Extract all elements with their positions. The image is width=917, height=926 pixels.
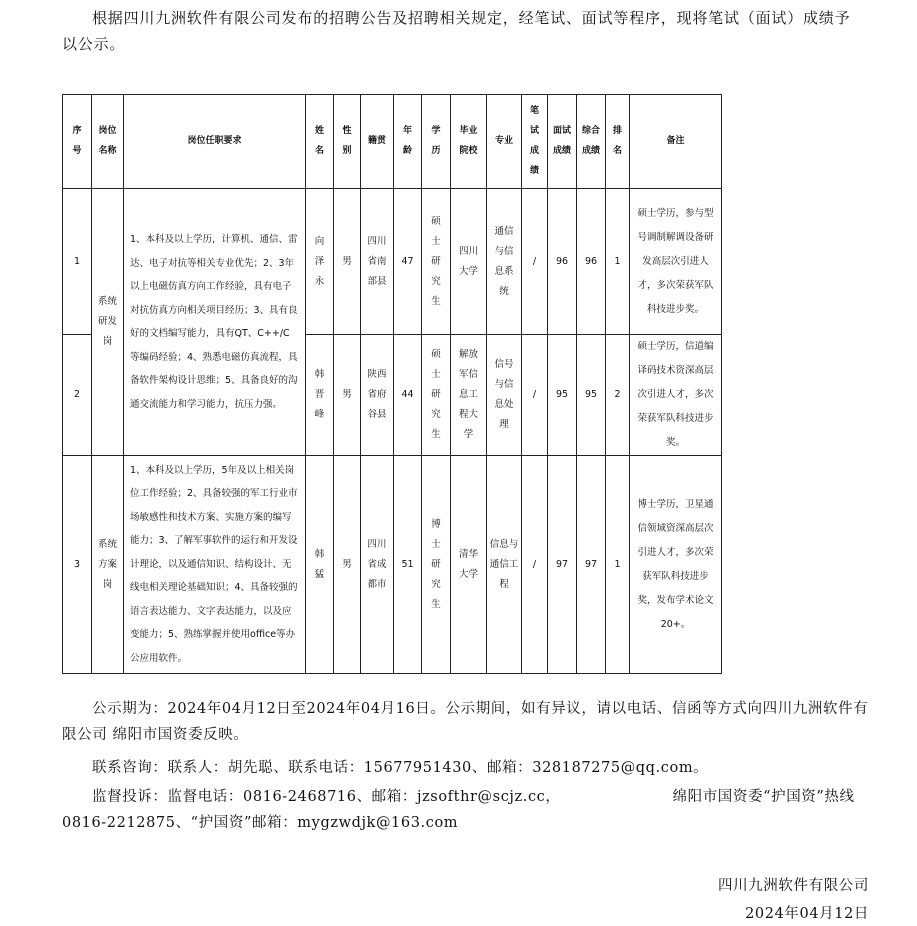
header-rank: 排名 [606,95,630,189]
cell-interview: 97 [548,456,577,674]
header-interview: 面试成绩 [548,95,577,189]
cell-name: 韩猛 [306,456,334,674]
header-remark: 备注 [630,95,722,189]
signature-date: 2024年04月12日 [745,906,869,922]
cell-major: 信号与信息处理 [487,335,522,456]
supervision-part1: 监督投诉：监督电话：0816-2468716、邮箱：jzsofthr@scjz.cc， [92,789,561,805]
header-origin: 籍贯 [361,95,394,189]
supervision-paragraph [62,784,872,836]
header-education: 学历 [422,95,451,189]
header-written: 笔试成绩 [522,95,548,189]
cell-interview: 96 [548,189,577,335]
results-table [62,94,722,674]
cell-education: 博士研究生 [422,456,451,674]
cell-school: 解放军信息工程大学 [451,335,487,456]
cell-age: 44 [394,335,422,456]
cell-rank: 1 [606,189,630,335]
header-school: 毕业院校 [451,95,487,189]
cell-age: 51 [394,456,422,674]
supervision-part2: 绵阳市国资委“护国资”热线0816-2212875、“护国资”邮箱：mygzwdjk@163.com [62,789,855,831]
cell-age: 47 [394,189,422,335]
cell-position: 系统研发岗 [92,189,124,456]
table-row [63,456,722,674]
cell-no: 2 [63,335,92,456]
cell-duties: 1、本科及以上学历，计算机、通信、雷达、电子对抗等相关专业优先；2、3年以上电磁仿真方向工作经验，具有电子对抗仿真方向相关项目经历；3、具有良好的文档编写能力，具有QT、C++/C等编码经验；4、熟悉电磁仿真流程，具备软件架构设计思维；5、具备良好的沟通交流能力和学习能力，抗压力强。 [124,189,306,456]
cell-written: / [522,335,548,456]
header-major: 专业 [487,95,522,189]
cell-rank: 2 [606,335,630,456]
cell-total: 97 [577,456,606,674]
cell-rank: 1 [606,456,630,674]
cell-education: 硕士研究生 [422,335,451,456]
contact-paragraph: 联系咨询：联系人：胡先聪、联系电话：15677951430、邮箱：328187275@qq.com。 [92,760,709,776]
cell-remark: 硕士学历，参与型号调制解调设备研发高层次引进人才，多次荣获军队科技进步奖。 [630,189,722,335]
notice-period-paragraph: 公示期为：2024年04月12日至2024年04月16日。公示期间，如有异议，请以电话、信函等方式向四川九洲软件有限公司 绵阳市国资委反映。 [62,701,869,743]
cell-gender: 男 [334,189,361,335]
cell-gender: 男 [334,456,361,674]
header-duties: 岗位任职要求 [124,95,306,189]
header-total: 综合成绩 [577,95,606,189]
cell-no: 3 [63,456,92,674]
table-header-row [63,95,722,189]
cell-total: 95 [577,335,606,456]
signature-company: 四川九洲软件有限公司 [718,878,869,894]
cell-origin: 四川省成都市 [361,456,394,674]
cell-duties: 1、本科及以上学历，5年及以上相关岗位工作经验；2、具备较强的军工行业市场敏感性和技术方案、实施方案的编写能力；3、了解军事软件的运行和开发设计理论，以及通信知识、结构设计、无线电相关理论基础知识；4、具备较强的语言表达能力、文字表达能力，以及应变能力；5、熟练掌握并使用office等办公应用软件。 [124,456,306,674]
cell-name: 向泽永 [306,189,334,335]
cell-origin: 四川省南部县 [361,189,394,335]
cell-gender: 男 [334,335,361,456]
cell-remark: 硕士学历，信道编译码技术资深高层次引进人才，多次荣获军队科技进步奖。 [630,335,722,456]
cell-major: 通信与信息系统 [487,189,522,335]
cell-school: 四川大学 [451,189,487,335]
cell-total: 96 [577,189,606,335]
intro-paragraph: 根据四川九洲软件有限公司发布的招聘公告及招聘相关规定，经笔试、面试等程序，现将笔试（面试）成绩予以公示。 [62,9,851,53]
cell-origin: 陕西省府谷县 [361,335,394,456]
cell-remark: 博士学历，卫星通信领域资深高层次引进人才，多次荣获军队科技进步奖，发布学术论文20+。 [630,456,722,674]
header-gender: 性别 [334,95,361,189]
cell-major: 信息与通信工程 [487,456,522,674]
table-row [63,189,722,335]
cell-school: 清华大学 [451,456,487,674]
cell-written: / [522,189,548,335]
cell-written: / [522,456,548,674]
header-position: 岗位名称 [92,95,124,189]
cell-education: 硕士研究生 [422,189,451,335]
cell-interview: 95 [548,335,577,456]
header-name: 姓名 [306,95,334,189]
cell-position: 系统方案岗 [92,456,124,674]
cell-no: 1 [63,189,92,335]
header-age: 年龄 [394,95,422,189]
header-no: 序号 [63,95,92,189]
cell-name: 韩晋峰 [306,335,334,456]
